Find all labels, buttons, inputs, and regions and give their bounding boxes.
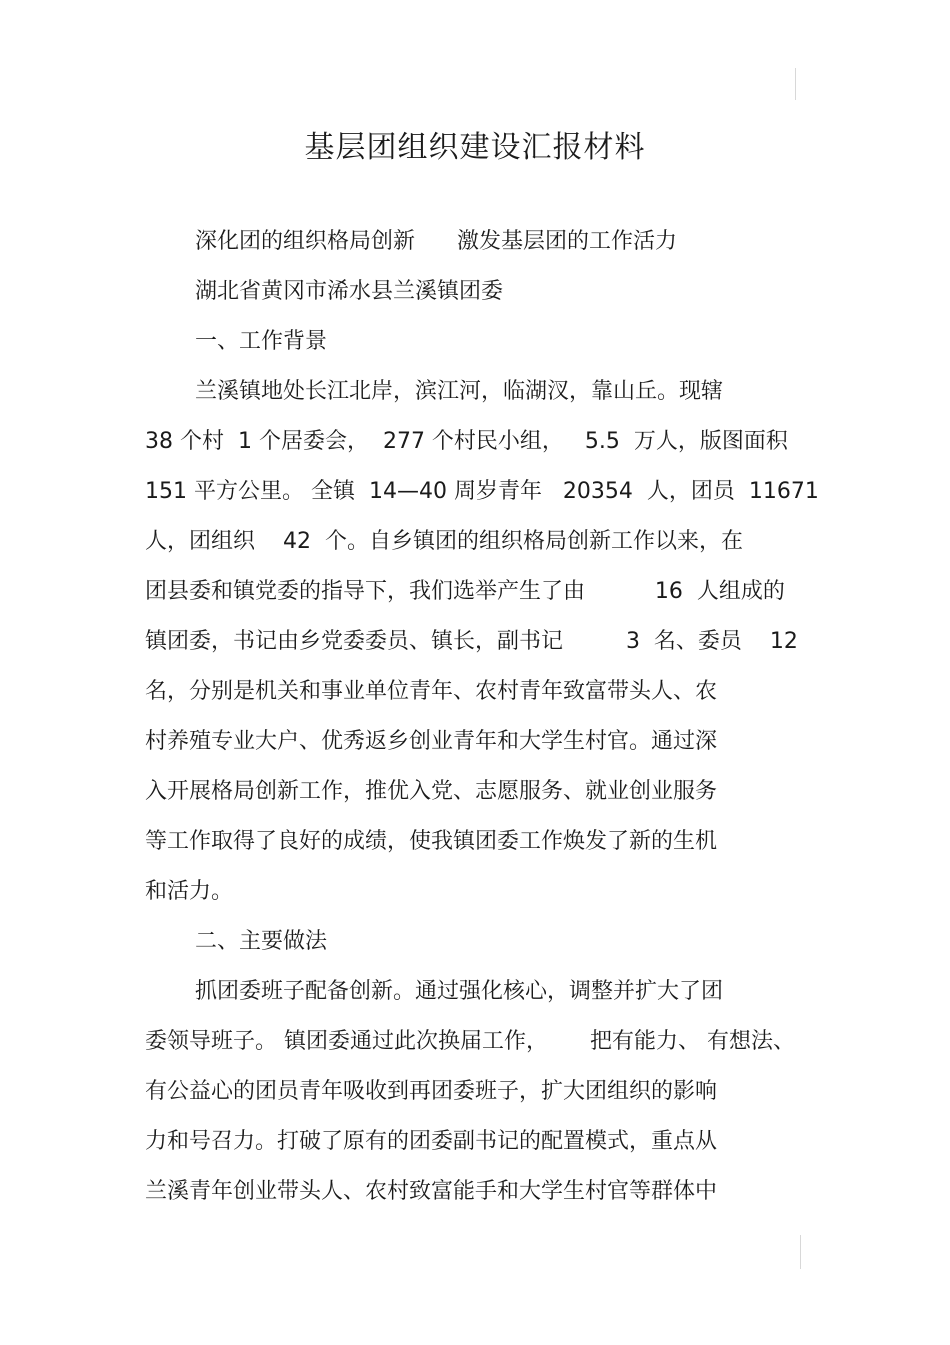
paragraph-line: 有公益心的团员青年吸收到再团委班子，扩大团组织的影响 bbox=[145, 1079, 718, 1104]
paragraph-line: 力和号召力。打破了原有的团委副书记的配置模式，重点从 bbox=[145, 1129, 718, 1154]
paragraph-line: 湖北省黄冈市浠水县兰溪镇团委 bbox=[195, 279, 504, 304]
paragraph-line: 一、工作背景 bbox=[195, 329, 328, 354]
paragraph-line: 镇团委，书记由乡党委委员、镇长，副书记 3 名、委员 12 bbox=[145, 629, 798, 654]
paragraph-line: 等工作取得了良好的成绩，使我镇团委工作焕发了新的生机 bbox=[145, 829, 718, 854]
paragraph-line: 38 个村 1 个居委会， 277 个村民小组， 5.5 万人，版图面积 bbox=[145, 429, 788, 454]
top-right-edge-mark bbox=[795, 68, 796, 100]
paragraph-line: 和活力。 bbox=[145, 879, 234, 904]
paragraph-line: 村养殖专业大户、优秀返乡创业青年和大学生村官。通过深 bbox=[145, 729, 718, 754]
bottom-right-edge-mark bbox=[800, 1235, 801, 1269]
paragraph-line: 兰溪镇地处长江北岸，滨江河，临湖汊，靠山丘。现辖 bbox=[195, 379, 724, 404]
paragraph-line: 抓团委班子配备创新。通过强化核心，调整并扩大了团 bbox=[195, 979, 724, 1004]
paragraph-line: 兰溪青年创业带头人、农村致富能手和大学生村官等群体中 bbox=[145, 1179, 718, 1204]
paragraph-line: 二、主要做法 bbox=[195, 929, 328, 954]
paragraph-line: 151 平方公里。 全镇 14—40 周岁青年 20354 人，团员 11671 bbox=[145, 479, 819, 504]
paragraph-line: 深化团的组织格局创新 激发基层团的工作活力 bbox=[195, 229, 677, 254]
paragraph-line: 委领导班子。 镇团委通过此次换届工作， 把有能力、 有想法、 bbox=[145, 1029, 795, 1054]
document-title: 基层团组织建设汇报材料 bbox=[304, 130, 646, 165]
paragraph-line: 名，分别是机关和事业单位青年、农村青年致富带头人、农 bbox=[145, 679, 718, 704]
paragraph-line: 入开展格局创新工作，推优入党、志愿服务、就业创业服务 bbox=[145, 779, 718, 804]
paragraph-line: 团县委和镇党委的指导下，我们选举产生了由 16 人组成的 bbox=[145, 579, 785, 604]
paragraph-line: 人，团组织 42 个。自乡镇团的组织格局创新工作以来，在 bbox=[145, 529, 743, 554]
